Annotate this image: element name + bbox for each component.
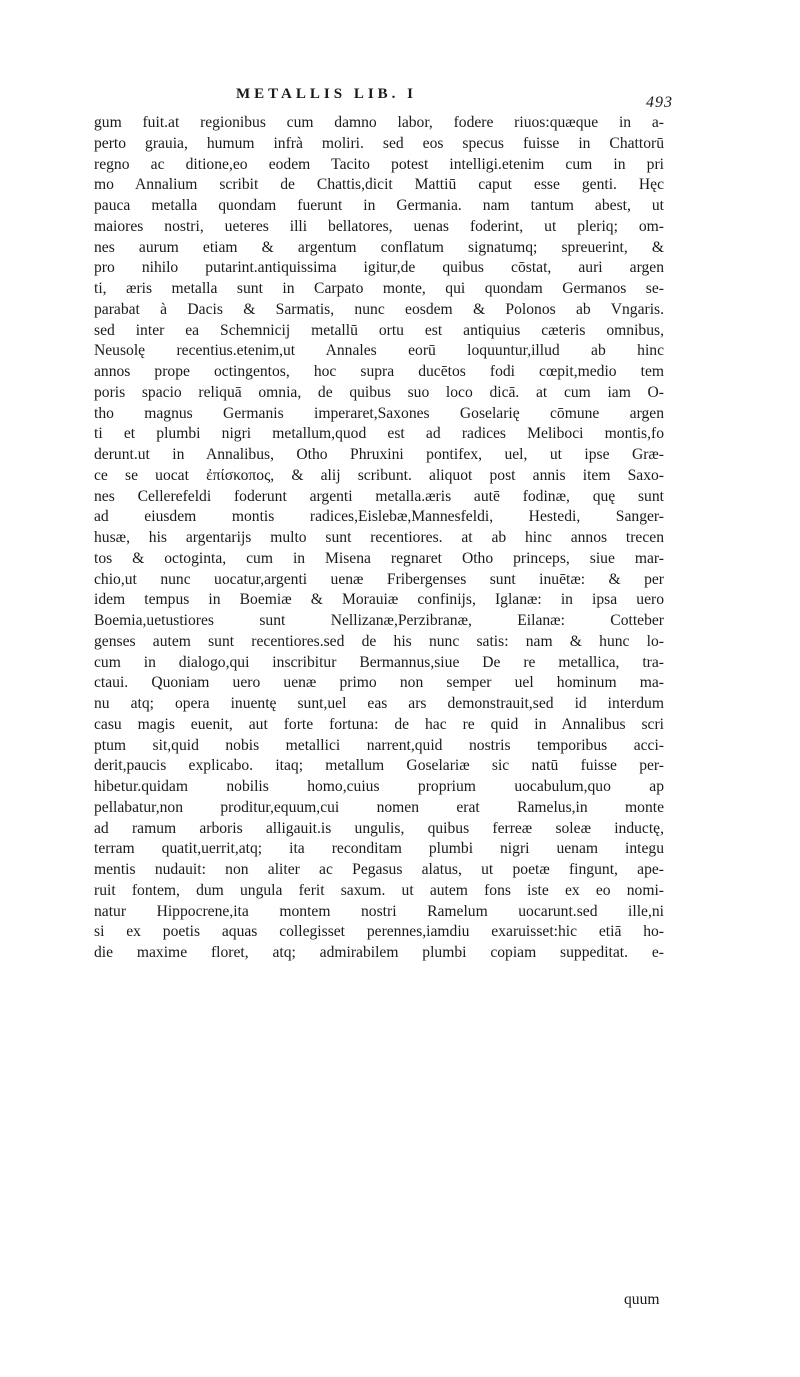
text-line: natur Hippocrene,ita montem nostri Ramelum uocarunt.sed ille,ni — [94, 902, 664, 920]
text-line: ti et plumbi nigri metallum,quod est ad radices Meliboci montis,fo — [94, 425, 664, 443]
text-line: ad ramum arboris alligauit.is ungulis, quibus ferreæ soleæ inductę, — [94, 819, 664, 837]
page-number: 493 — [646, 94, 673, 111]
text-line: nu atq; opera inuentę sunt,uel eas ars demonstrauit,sed id interdum — [94, 695, 664, 712]
running-head: METALLIS LIB. I — [236, 86, 418, 102]
text-line: pro nihilo putarint.antiquissima igitur,de quibus cōstat, auri argen — [94, 259, 664, 277]
text-line: Boemia,uetustiores sunt Nellizanæ,Perzibranæ, Eilanæ: Cotteber — [94, 612, 664, 629]
text-line: mentis nudauit: non aliter ac Pegasus alatus, ut poetæ fingunt, ape- — [94, 861, 664, 878]
text-line: cum in dialogo,qui inscribitur Bermannus,siue De re metallica, tra- — [94, 653, 664, 671]
text-line: ad eiusdem montis radices,Eislebæ,Mannesfeldi, Hestedi, Sanger- — [94, 508, 664, 526]
text-line: nes Cellerefeldi foderunt argenti metalla.æris autē fodinæ, quę sunt — [94, 487, 664, 505]
text-line: Neusolę recentius.etenim,ut Annales eorū loquuntur,illud ab hinc — [94, 342, 664, 360]
text-line: maiores nostri, ueteres illi bellatores, uenas foderint, ut pleriq; om- — [94, 217, 664, 235]
text-line: regno ac ditione,eo eodem Tacito potest intelligi.etenim cum in pri — [94, 155, 664, 173]
text-line: idem tempus in Boemiæ & Morauiæ confinijs, Iglanæ: in ipsa uero — [94, 591, 664, 609]
text-line: casu magis euenit, aut forte fortuna: de hac re quid in Annalibus scri — [94, 715, 664, 733]
text-line: hibetur.quidam nobilis homo,cuius proprium uocabulum,quo ap — [94, 778, 664, 795]
text-line: si ex poetis aquas collegisset perennes,iamdiu exaruisset:hic etiā ho- — [94, 923, 664, 941]
text-line: terram quatit,uerrit,atq; ita reconditam plumbi nigri uenam integu — [94, 840, 664, 858]
text-line: ctaui. Quoniam uero uenæ primo non semper uel hominum ma- — [94, 674, 664, 692]
text-line: genses autem sunt recentiores.sed de his nunc satis: nam & hunc lo- — [94, 632, 664, 650]
text-line: derit,paucis explicabo. itaq; metallum Goselariæ sic natū fuisse per- — [94, 757, 664, 775]
text-line: nes aurum etiam & argentum conflatum signatumq; spreuerint, & — [94, 238, 664, 256]
text-line: ti, æris metalla sunt in Carpato monte, qui quondam Germanos se- — [94, 280, 664, 297]
text-line: sed inter ea Schemnicij metallū ortu est antiquius cæteris omnibus, — [94, 321, 664, 339]
text-line: ruit fontem, dum ungula ferit saxum. ut autem fons iste ex eo nomi- — [94, 881, 664, 899]
page-header — [0, 86, 800, 110]
text-line: mo Annalium scribit de Chattis,dicit Mattiū caput esse genti. Hęc — [94, 176, 664, 194]
text-line: ptum sit,quid nobis metallici narrent,quid nostris temporibus acci- — [94, 736, 664, 754]
text-line: chio,ut nunc uocatur,argenti uenæ Fribergenses sunt inuētæ: & per — [94, 570, 664, 588]
text-line: poris spacio reliquā omnia, de quibus suo loco dicā. at cum iam O- — [94, 383, 664, 401]
body-text — [94, 113, 664, 964]
text-line: pauca metalla quondam fuerunt in Germania. nam tantum abest, ut — [94, 197, 664, 214]
text-line: annos prope octingentos, hoc supra ducētos fodi cœpit,medio tem — [94, 363, 664, 380]
text-line: perto grauia, humum infrà moliri. sed eos specus fuisse in Chattorū — [94, 134, 664, 152]
text-line: die maxime floret, atq; admirabilem plumbi copiam suppeditat. e- — [94, 944, 664, 961]
text-line: pellabatur,non proditur,equum,cui nomen erat Ramelus,in monte — [94, 798, 664, 816]
text-line: derunt.ut in Annalibus, Otho Phruxini pontifex, uel, ut ipse Græ- — [94, 446, 664, 463]
catchword: quum — [624, 1291, 660, 1308]
text-line: gum fuit.at regionibus cum damno labor, fodere riuos:quæque in a- — [94, 114, 664, 131]
text-line: tho magnus Germanis imperaret,Saxones Goselarię cōmune argen — [94, 404, 664, 422]
text-line: ce se uocat ἐπίσκοπος, & alij scribunt. aliquot post annis item Saxo- — [94, 466, 664, 484]
text-line: husæ, his argentarijs multo sunt recentiores. at ab hinc annos trecen — [94, 529, 664, 546]
text-line: tos & octoginta, cum in Misena regnaret Otho princeps, siue mar- — [94, 549, 664, 567]
text-line: parabat à Dacis & Sarmatis, nunc eosdem & Polonos ab Vngaris. — [94, 300, 664, 318]
